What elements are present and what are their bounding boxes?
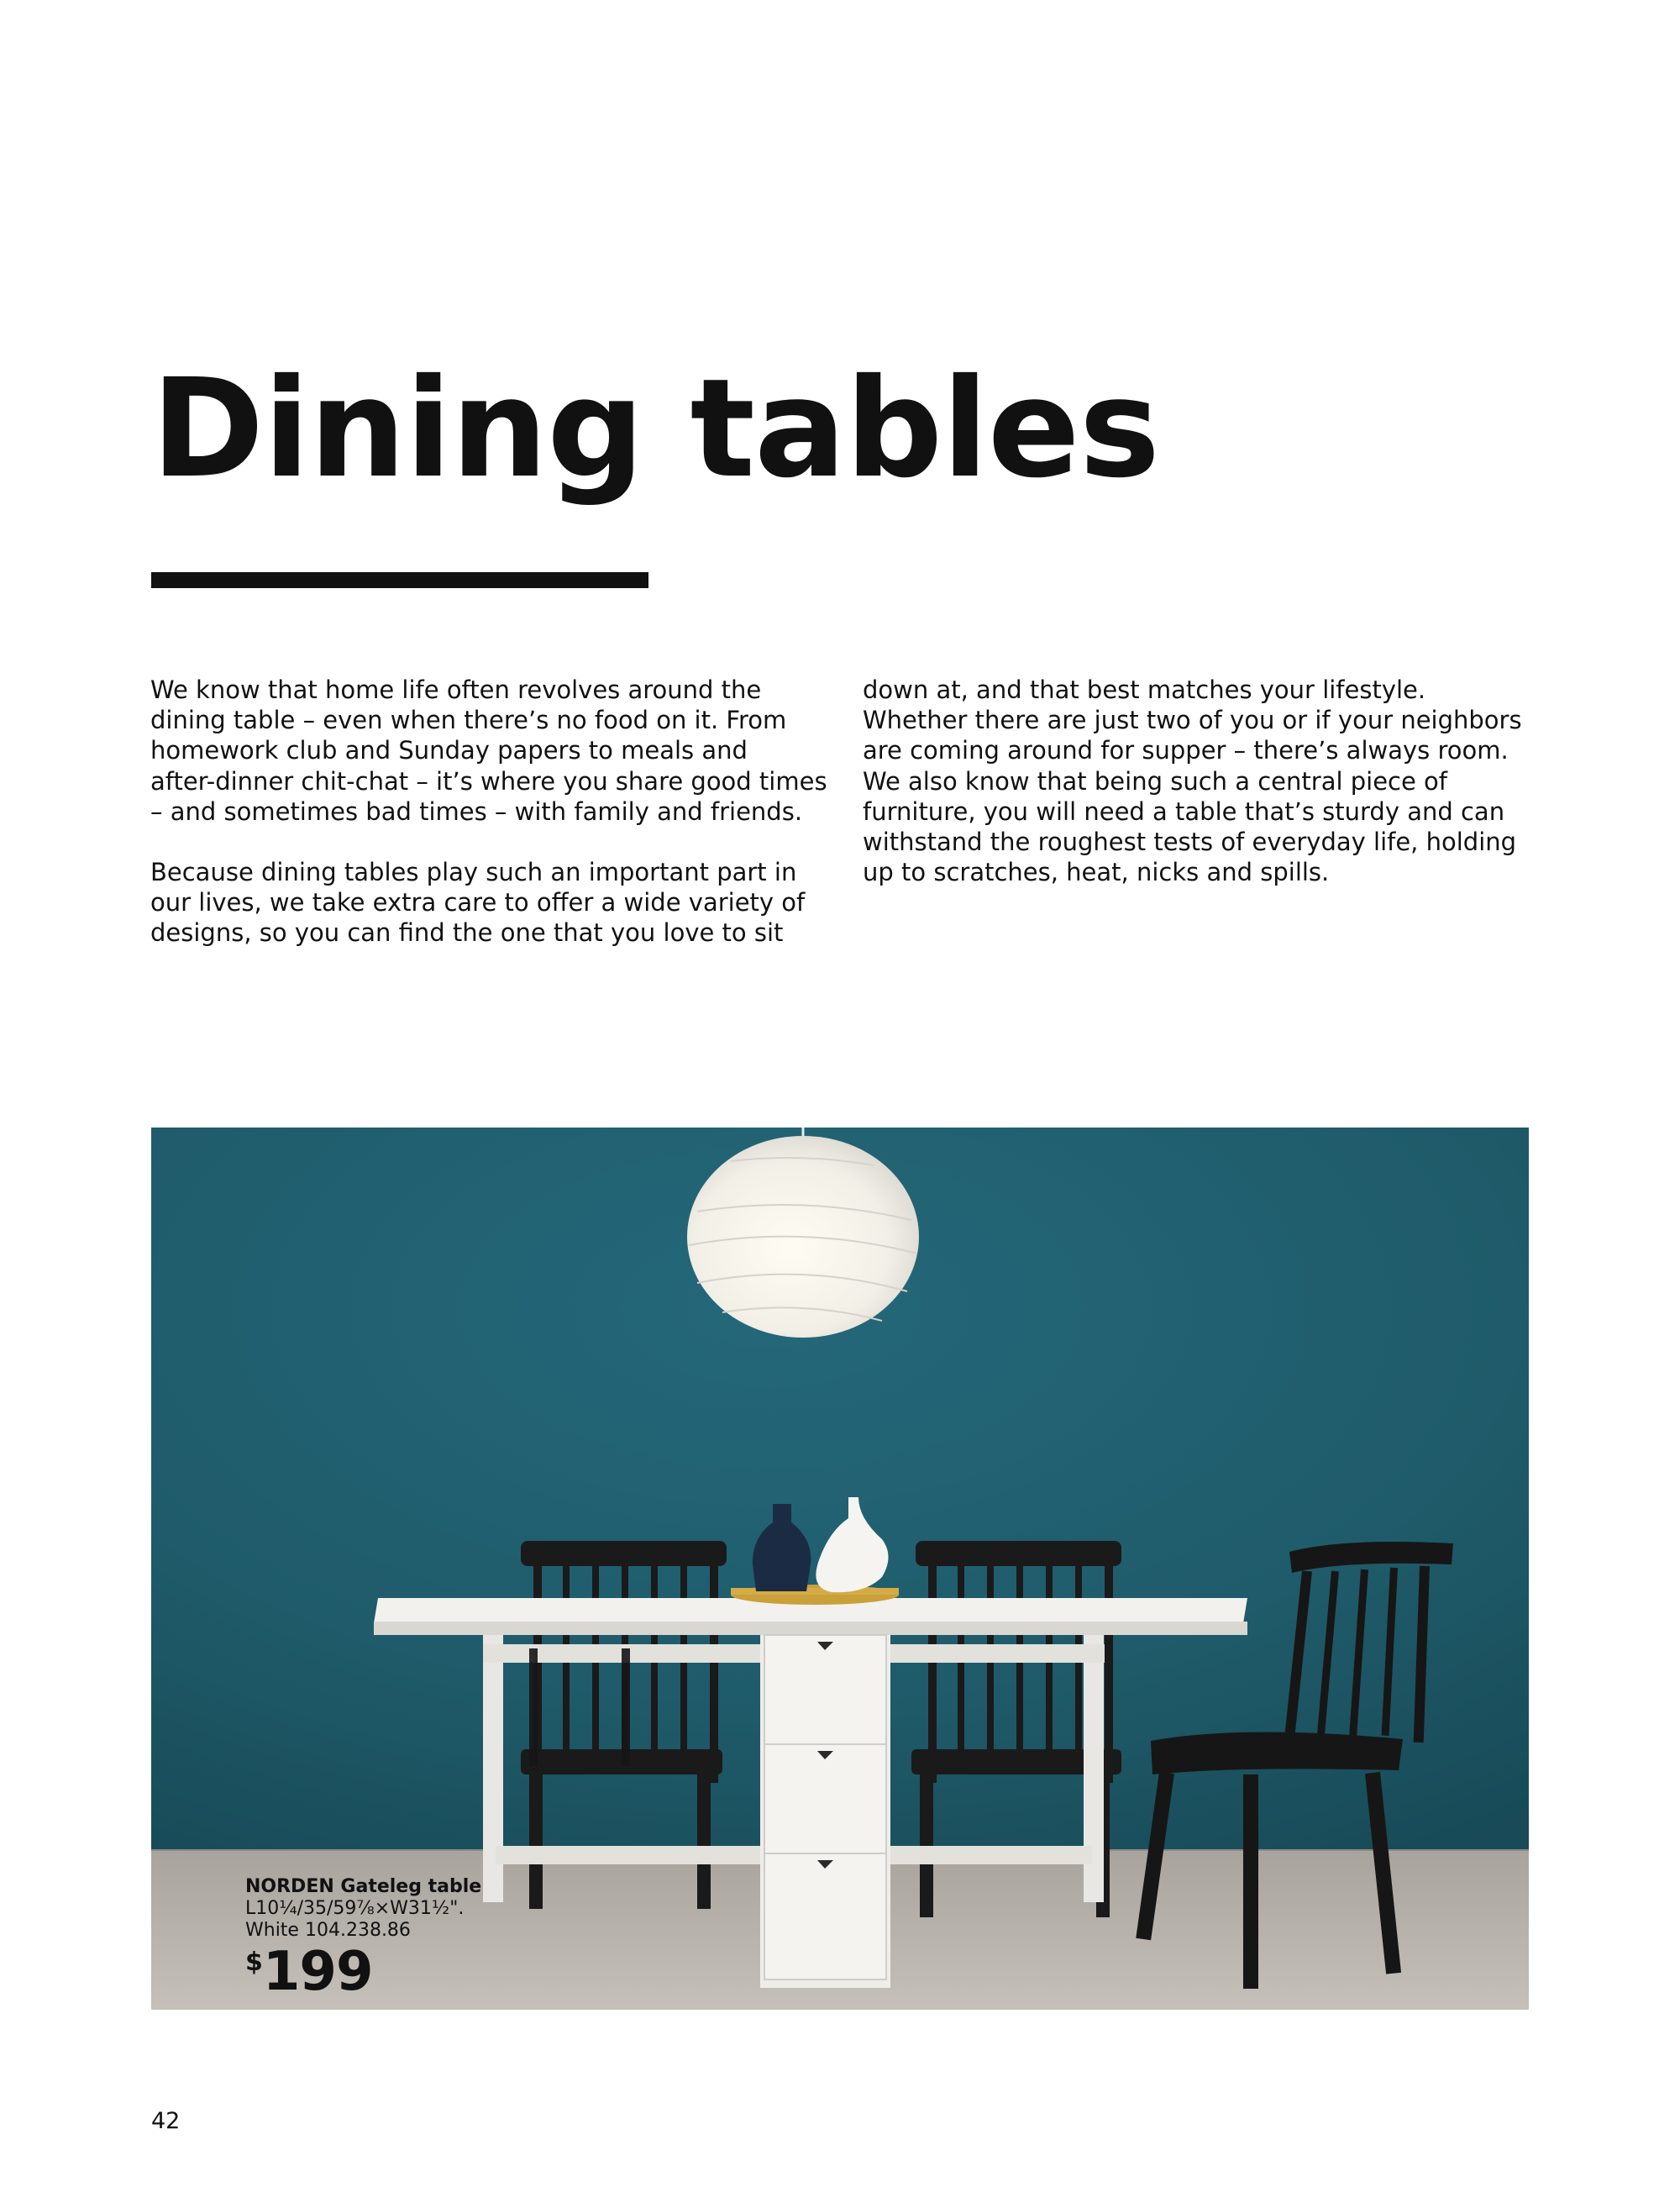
price-currency: $ (245, 1948, 263, 1977)
title-underline (151, 572, 648, 588)
page-title: Dining tables (151, 350, 1160, 508)
product-name: NORDEN Gateleg table (245, 1876, 482, 1897)
text-line: We know that home life often revolves around the (150, 676, 762, 704)
text-line: furniture, you will need a table that’s sturdy and can (863, 796, 1505, 826)
text-line: down at, and that best matches your lifestyle. (863, 676, 1426, 704)
pendant-lamp (687, 1136, 919, 1338)
text-line: homework club and Sunday papers to meals and (150, 736, 748, 765)
price-amount: 199 (262, 1941, 373, 2003)
text-line: designs, so you can find the one that you love to sit (150, 918, 784, 948)
text-line: are coming around for supper – there’s always room. (863, 736, 1509, 765)
text-line: our lives, we take extra care to offer a wide variety of (150, 888, 806, 917)
text-line: withstand the roughest tests of everyday life, holding (863, 828, 1517, 857)
product-dimensions: L10¼/35/59⅞×W31½". (245, 1898, 465, 1919)
intro-paragraph (863, 675, 1568, 887)
intro-paragraph (150, 857, 856, 949)
text-line: We also know that being such a central piece of (863, 766, 1447, 796)
text-line: up to scratches, heat, nicks and spills. (863, 858, 1330, 887)
page-number: 42 (151, 2108, 181, 2134)
text-line: dining table – even when there’s no food on it. From (150, 706, 787, 735)
product-callout (245, 1876, 482, 2003)
text-line: Because dining tables play such an important part in (150, 858, 797, 887)
intro-right-column (863, 675, 1568, 917)
intro-left-column (150, 675, 856, 979)
product-color-article: White 104.238.86 (245, 1920, 411, 1941)
product-price (245, 1941, 481, 2003)
text-line: – and sometimes bad times – with family and friends. (150, 796, 803, 826)
intro-paragraph (150, 675, 856, 827)
text-line: after-dinner chit-chat – it’s where you share good times (150, 766, 827, 796)
text-line: Whether there are just two of you or if your neighbors (863, 706, 1522, 735)
